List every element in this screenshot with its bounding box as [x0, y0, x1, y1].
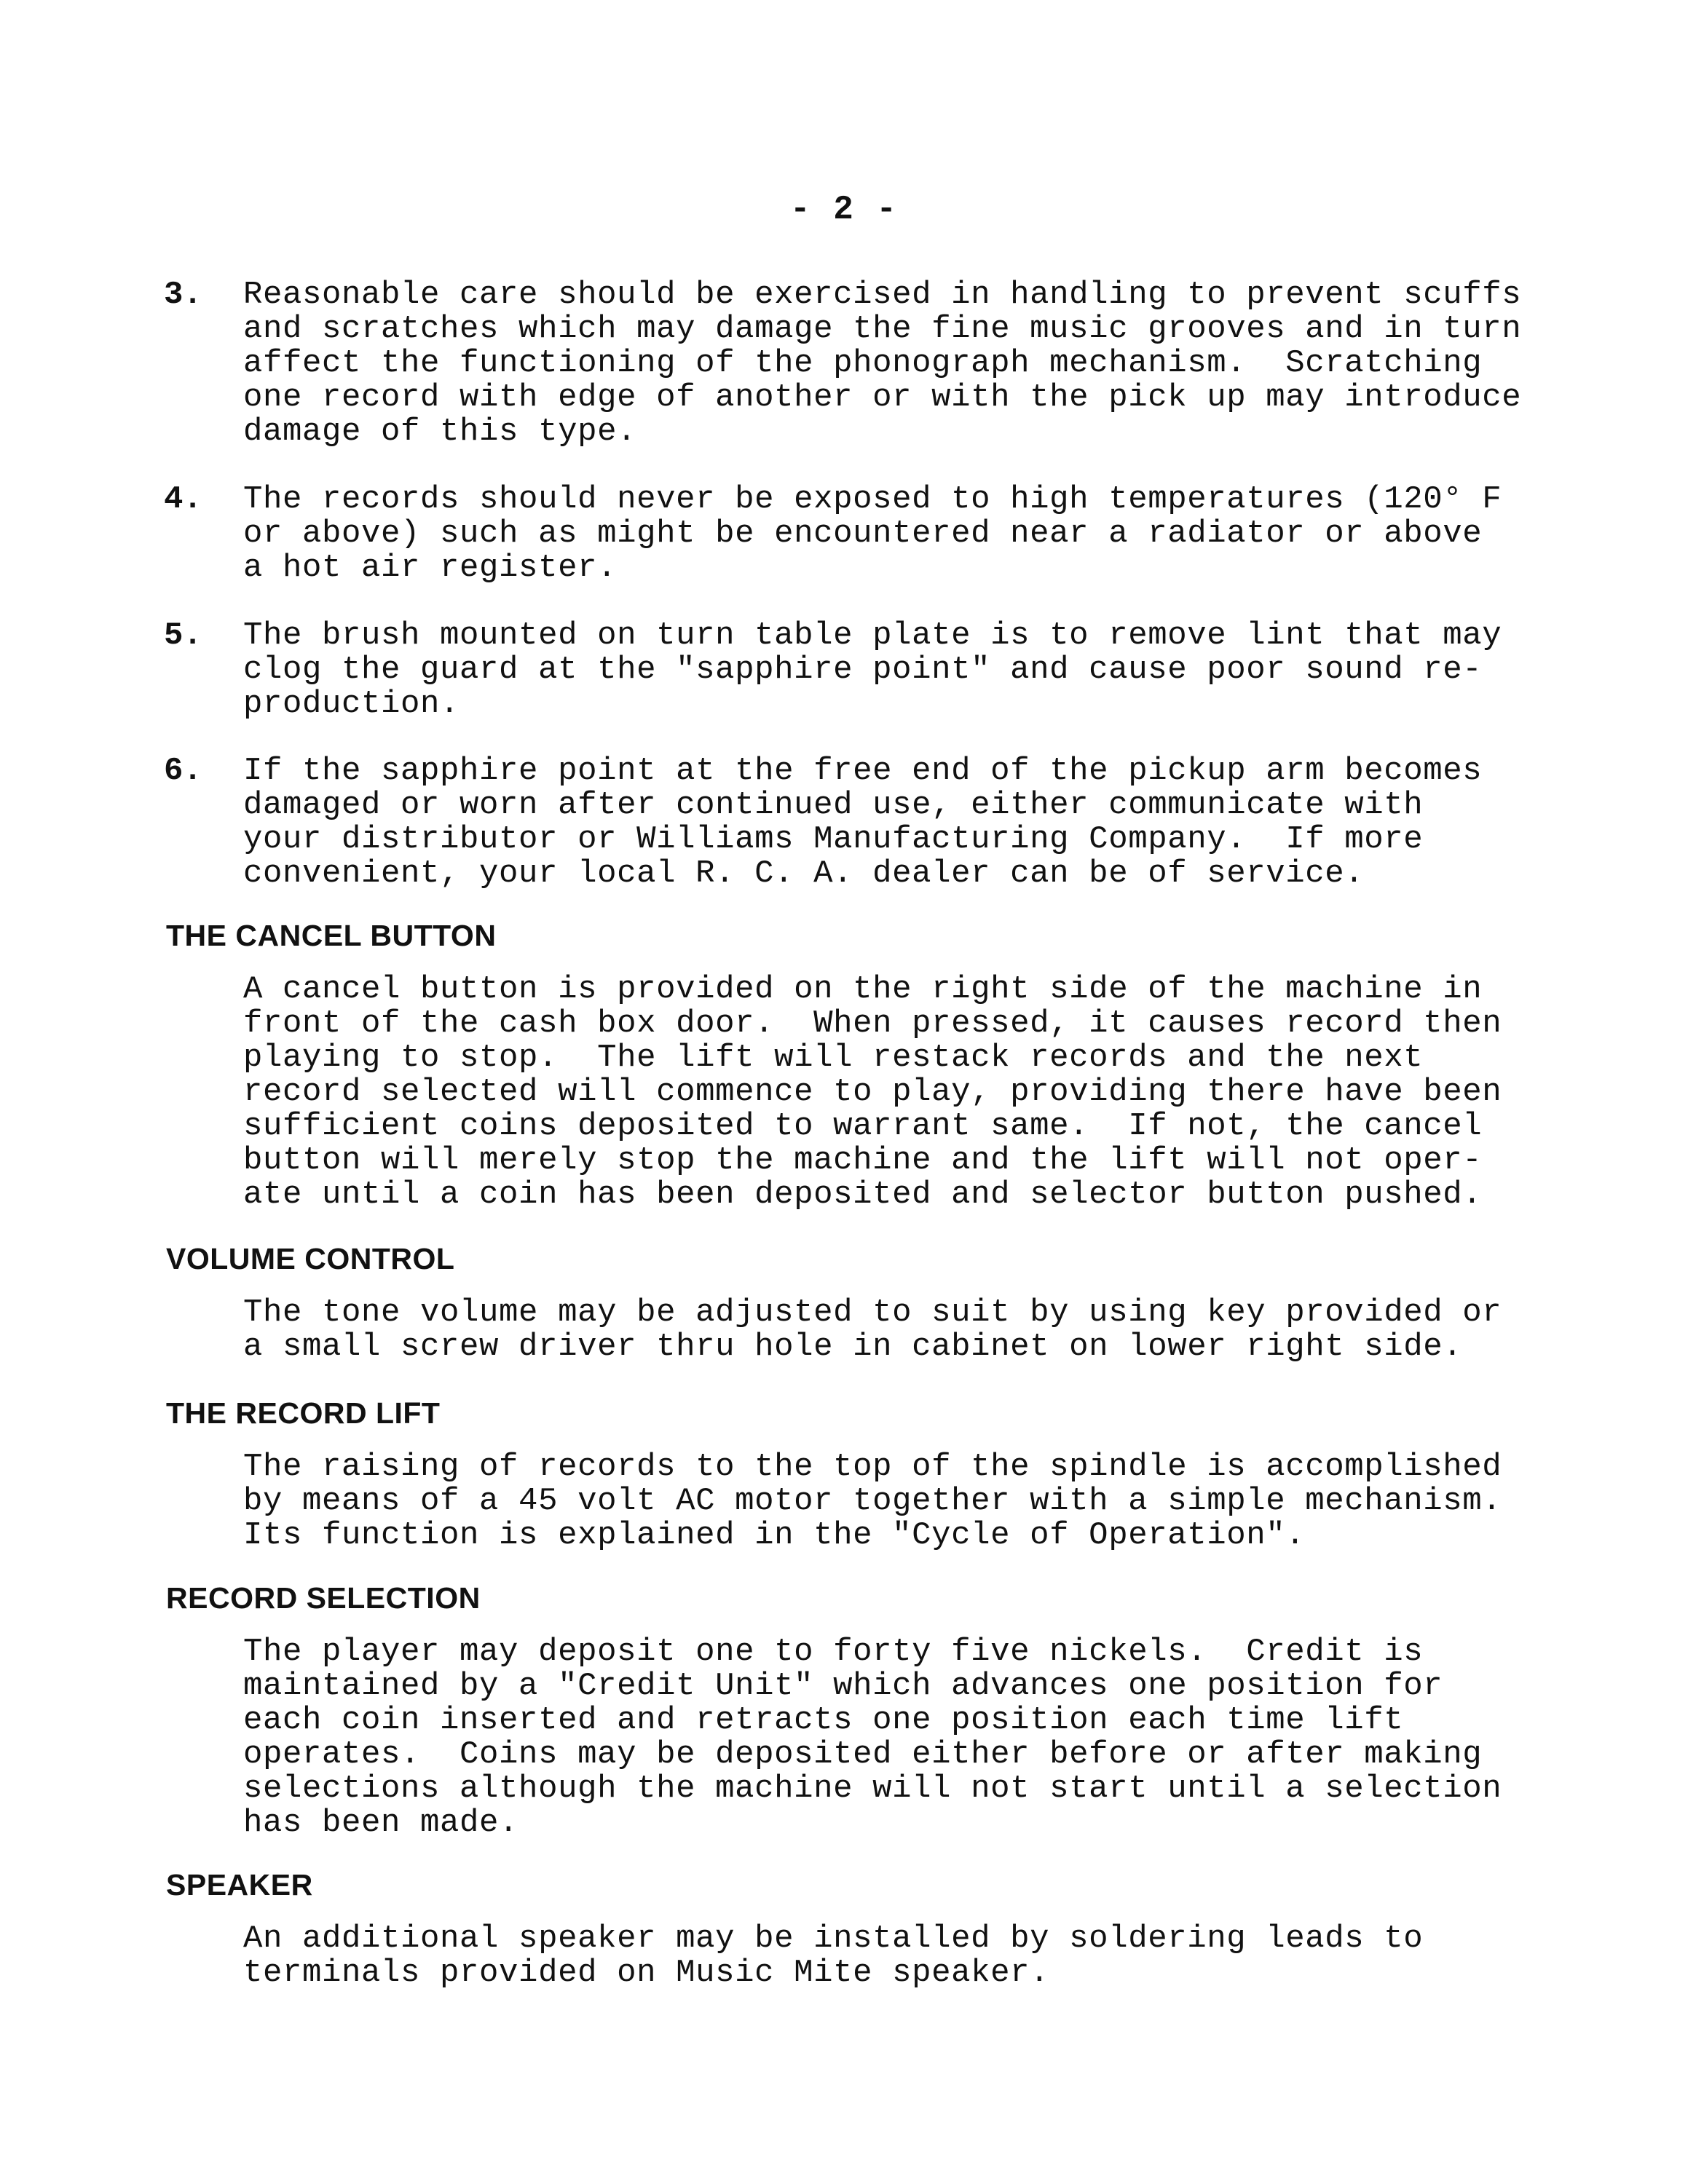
body-line: each coin inserted and retracts one position each time lift [243, 1702, 1404, 1738]
item-line: your distributor or Williams Manufacturing Company. If more [243, 821, 1424, 858]
body-line: terminals provided on Music Mite speaker. [243, 1955, 1050, 1991]
item-line: If the sapphire point at the free end of the pickup arm becomes [243, 753, 1483, 789]
body-line: Its function is explained in the "Cycle of Operation". [243, 1517, 1306, 1554]
body-line: maintained by a "Credit Unit" which advances one position for [243, 1668, 1443, 1704]
item-number: 3. [164, 277, 202, 313]
page-number: - 2 - [789, 191, 899, 229]
section-body-record-lift [243, 1450, 1502, 1553]
body-line: The raising of records to the top of the spindle is accomplished [243, 1449, 1502, 1485]
body-line: by means of a 45 volt AC motor together with a simple mechanism. [243, 1483, 1502, 1519]
body-line: button will merely stop the machine and the lift will not oper- [243, 1142, 1483, 1179]
item-line: and scratches which may damage the fine music grooves and in turn [243, 311, 1522, 347]
section-heading-volume-control: VOLUME CONTROL [166, 1242, 455, 1275]
section-body-speaker [243, 1922, 1423, 1990]
item-line: production. [243, 686, 460, 722]
body-line: A cancel button is provided on the right side of the machine in [243, 971, 1483, 1008]
section-heading-cancel-button: THE CANCEL BUTTON [166, 919, 497, 952]
item-number: 6. [164, 753, 202, 789]
item-line: damage of this type. [243, 414, 637, 450]
item-line: or above) such as might be encountered near a radiator or above [243, 515, 1483, 552]
section-heading-record-lift: THE RECORD LIFT [166, 1396, 441, 1430]
section-heading-speaker: SPEAKER [166, 1868, 313, 1902]
body-line: playing to stop. The lift will restack records and the next [243, 1040, 1424, 1076]
body-line: The tone volume may be adjusted to suit by using key provided or [243, 1294, 1502, 1331]
item-line: clog the guard at the "sapphire point" and cause poor sound re- [243, 652, 1483, 688]
item-line: convenient, your local R. C. A. dealer can be of service. [243, 855, 1365, 892]
item-line: The brush mounted on turn table plate is to remove lint that may [243, 617, 1502, 654]
section-heading-record-selection: RECORD SELECTION [166, 1581, 481, 1615]
body-line: An additional speaker may be installed by soldering leads to [243, 1920, 1424, 1957]
body-line: a small screw driver thru hole in cabinet on lower right side. [243, 1329, 1463, 1365]
body-line: sufficient coins deposited to warrant same. If not, the cancel [243, 1108, 1483, 1144]
body-line: has been made. [243, 1805, 519, 1841]
body-line: ate until a coin has been deposited and selector button pushed. [243, 1176, 1483, 1213]
body-line: front of the cash box door. When pressed, it causes record then [243, 1005, 1502, 1042]
item-line: damaged or worn after continued use, either communicate with [243, 787, 1424, 823]
body-line: selections although the machine will not start until a selection [243, 1770, 1502, 1807]
body-line: operates. Coins may be deposited either before or after making [243, 1736, 1483, 1773]
item-line: a hot air register. [243, 550, 618, 586]
section-body-record-selection [243, 1635, 1502, 1840]
item-line: one record with edge of another or with the pick up may introduce [243, 379, 1522, 416]
item-line: Reasonable care should be exercised in handling to prevent scuffs [243, 277, 1522, 313]
section-body-volume-control [243, 1296, 1502, 1364]
body-line: record selected will commence to play, providing there have been [243, 1074, 1502, 1110]
body-line: The player may deposit one to forty five nickels. Credit is [243, 1634, 1424, 1670]
item-line: The records should never be exposed to high temperatures (120° F [243, 481, 1502, 518]
item-number: 4. [164, 481, 202, 518]
item-number: 5. [164, 617, 202, 654]
item-line: affect the functioning of the phonograph mechanism. Scratching [243, 345, 1483, 381]
section-body-cancel-button [243, 973, 1502, 1212]
